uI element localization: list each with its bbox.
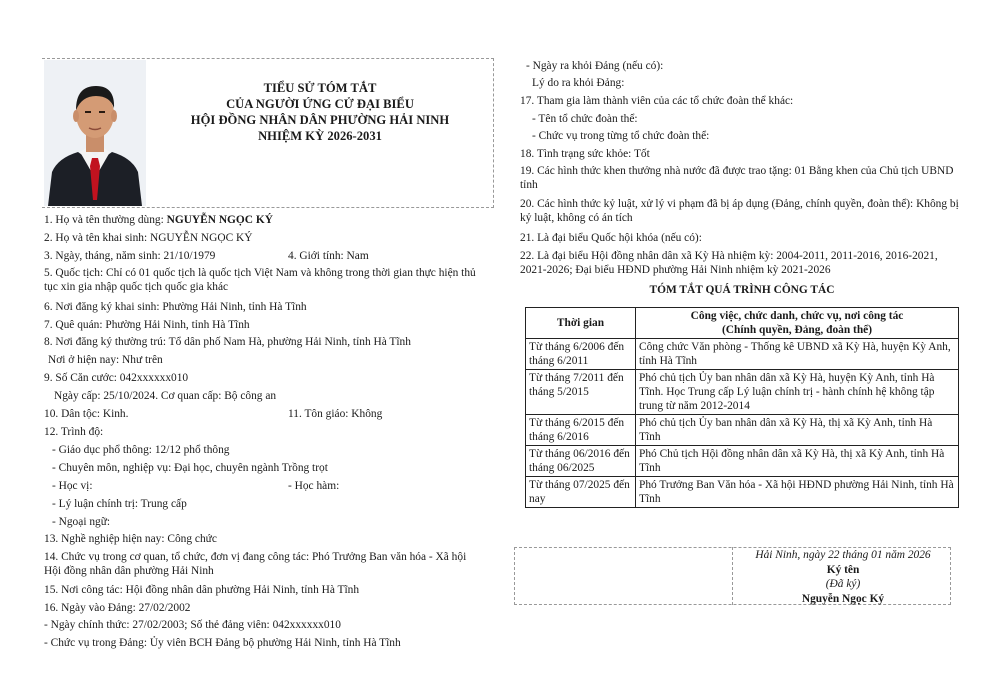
signer-name: Nguyễn Ngọc Ký bbox=[801, 593, 885, 605]
item-10: 10. Dân tộc: Kinh. bbox=[44, 408, 129, 420]
item-6: 6. Nơi đăng ký khai sinh: Phường Hải Ninh, tỉnh Hà Tĩnh bbox=[44, 301, 307, 313]
row-work: Phó chủ tịch Ủy ban nhân dân xã Kỳ Hà, huyện Kỳ Anh, tỉnh Hà Tĩnh. Học Trung cấp Lý luận chính trị - hành chính hệ không tập trung từ năm 2012-2014 bbox=[636, 370, 959, 415]
row-time: Từ tháng 07/2025 đến nay bbox=[526, 477, 636, 508]
item-16-party-position: - Chức vụ trong Đảng: Ủy viên BCH Đảng bộ phường Hải Ninh, tỉnh Hà Tĩnh bbox=[44, 637, 401, 649]
row-time: Từ tháng 6/2015 đến tháng 6/2016 bbox=[526, 415, 636, 446]
item-5: 5. Quốc tịch: Chỉ có 01 quốc tịch là quốc tịch Việt Nam và không trong thời gian thực hiện thủ tục xin gia nhập quốc tịch quốc gia khác bbox=[44, 267, 476, 293]
item-9-issue: Ngày cấp: 25/10/2024. Cơ quan cấp: Bộ công an bbox=[54, 390, 277, 402]
item-21: 21. Là đại biểu Quốc hội khóa (nếu có): bbox=[520, 232, 702, 244]
row-work: Phó Trưởng Ban Văn hóa - Xã hội HĐND phường Hải Ninh, tỉnh Hà Tĩnh bbox=[636, 477, 959, 508]
header-work bbox=[636, 308, 959, 339]
title-line-3: HỘI ĐỒNG NHÂN DÂN PHƯỜNG HẢI NINH bbox=[190, 113, 450, 127]
portrait-photo bbox=[44, 60, 146, 206]
item-3: 3. Ngày, tháng, năm sinh: 21/10/1979 bbox=[44, 250, 216, 262]
place-date: Hải Ninh, ngày 22 tháng 01 năm 2026 bbox=[755, 549, 931, 561]
item-11: 11. Tôn giáo: Không bbox=[288, 408, 383, 420]
party-leave-reason: Lý do ra khỏi Đảng: bbox=[532, 77, 625, 89]
item-2: 2. Họ và tên khai sinh: NGUYỄN NGỌC KÝ bbox=[44, 232, 253, 244]
item-12-language: - Ngoại ngữ: bbox=[52, 516, 111, 528]
document-title bbox=[150, 80, 490, 144]
row-work: Công chức Văn phòng - Thống kê UBND xã Kỳ Hà, huyện Kỳ Anh, tỉnh Hà Tĩnh bbox=[636, 339, 959, 370]
item-1 bbox=[44, 213, 273, 227]
item-12-title: - Học hàm: bbox=[288, 480, 340, 492]
table-row bbox=[526, 370, 959, 415]
header-work-line-1: Công việc, chức danh, chức vụ, nơi công tác bbox=[690, 310, 904, 322]
item-17-org: - Tên tổ chức đoàn thể: bbox=[532, 113, 638, 125]
header-time: Thời gian bbox=[526, 308, 636, 339]
item-12-political: - Lý luận chính trị: Trung cấp bbox=[52, 498, 187, 510]
row-time: Từ tháng 6/2006 đến tháng 6/2011 bbox=[526, 339, 636, 370]
table-row bbox=[526, 446, 959, 477]
item-8: 8. Nơi đăng ký thường trú: Tổ dân phố Nam Hà, phường Hải Ninh, tỉnh Hà Tĩnh bbox=[44, 336, 411, 348]
header-work-line-2: (Chính quyền, Đảng, đoàn thể) bbox=[721, 324, 873, 336]
title-line-1: TIỂU SỬ TÓM TẮT bbox=[263, 81, 377, 95]
item-12-professional: - Chuyên môn, nghiệp vụ: Đại học, chuyên ngành Trồng trọt bbox=[52, 462, 328, 474]
item-12-general: - Giáo dục phổ thông: 12/12 phổ thông bbox=[52, 444, 230, 456]
title-line-2: CỦA NGƯỜI ỨNG CỬ ĐẠI BIỂU bbox=[226, 97, 414, 111]
title-line-4: NHIỆM KỲ 2026-2031 bbox=[258, 129, 382, 143]
item-17-role: - Chức vụ trong từng tổ chức đoàn thể: bbox=[532, 130, 710, 142]
item-17: 17. Tham gia làm thành viên của các tổ chức đoàn thể khác: bbox=[520, 95, 794, 107]
item-7: 7. Quê quán: Phường Hải Ninh, tỉnh Hà Tĩnh bbox=[44, 319, 250, 331]
common-name: NGUYỄN NGỌC KÝ bbox=[166, 214, 273, 226]
item-19: 19. Các hình thức khen thưởng nhà nước đã được trao tặng: 01 Bằng khen của Chủ tịch UBND tỉnh bbox=[520, 165, 954, 191]
row-work: Phó Chủ tịch Hội đồng nhân dân xã Kỳ Hà, thị xã Kỳ Anh, tỉnh Hà Tĩnh bbox=[636, 446, 959, 477]
item-9: 9. Số Căn cước: 042xxxxxx010 bbox=[44, 372, 189, 384]
item-12-degree: - Học vị: bbox=[52, 480, 93, 492]
table-row bbox=[526, 415, 959, 446]
item-18: 18. Tình trạng sức khỏe: Tốt bbox=[520, 148, 650, 160]
career-table-header bbox=[526, 308, 959, 339]
item-13: 13. Nghề nghiệp hiện nay: Công chức bbox=[44, 533, 217, 545]
table-row bbox=[526, 339, 959, 370]
table-row bbox=[526, 477, 959, 508]
signed-note: (Đã ký) bbox=[825, 578, 861, 590]
item-12: 12. Trình độ: bbox=[44, 426, 104, 438]
item-8-residence: Nơi ở hiện nay: Như trên bbox=[48, 354, 163, 366]
item-16: 16. Ngày vào Đảng: 27/02/2002 bbox=[44, 602, 191, 614]
item-20: 20. Các hình thức kỷ luật, xử lý vi phạm đã bị áp dụng (Đảng, chính quyền, đoàn thể): Không bị kỷ luật, không có án tích bbox=[520, 198, 959, 224]
row-time: Từ tháng 06/2016 đến tháng 06/2025 bbox=[526, 446, 636, 477]
item-14: 14. Chức vụ trong cơ quan, tổ chức, đơn vị đang công tác: Phó Trưởng Ban văn hóa - Xã hội Hội đồng nhân dân phường Hải Ninh bbox=[44, 551, 467, 577]
row-time: Từ tháng 7/2011 đến tháng 5/2015 bbox=[526, 370, 636, 415]
row-work: Phó chủ tịch Ủy ban nhân dân xã Kỳ Hà, thị xã Kỳ Anh, tỉnh Hà Tĩnh bbox=[636, 415, 959, 446]
item-4: 4. Giới tính: Nam bbox=[288, 250, 369, 262]
sign-label: Ký tên bbox=[826, 564, 860, 576]
item-16-official: - Ngày chính thức: 27/02/2003; Số thẻ đảng viên: 042xxxxxx010 bbox=[44, 619, 341, 631]
career-table bbox=[525, 307, 959, 508]
signature-divider bbox=[732, 547, 733, 605]
item-22: 22. Là đại biểu Hội đồng nhân dân xã Kỳ Hà nhiệm kỳ: 2004-2011, 2011-2016, 2016-2021, 2021-2026; Đại biểu HĐND phường Hải Ninh nhiệm kỳ 2021-2026 bbox=[520, 250, 938, 276]
career-section-title: TÓM TẮT QUÁ TRÌNH CÔNG TÁC bbox=[649, 284, 835, 296]
item-15: 15. Nơi công tác: Hội đồng nhân dân phường Hải Ninh, tỉnh Hà Tĩnh bbox=[44, 584, 360, 596]
item-1-label: 1. Họ và tên thường dùng: bbox=[44, 214, 167, 226]
party-leave-date: - Ngày ra khỏi Đảng (nếu có): bbox=[526, 60, 664, 72]
